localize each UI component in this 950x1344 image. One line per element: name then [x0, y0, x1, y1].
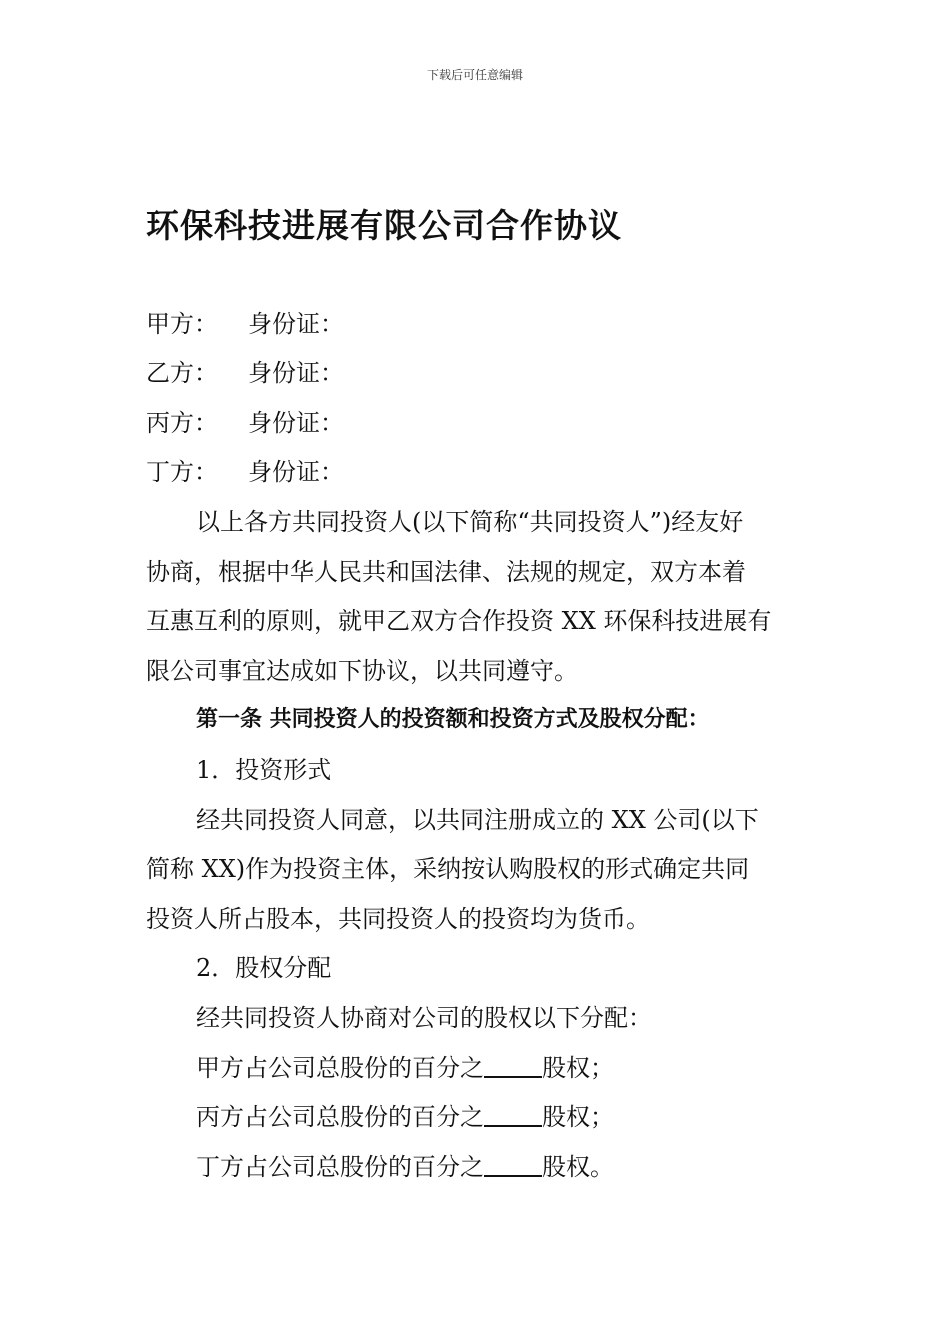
share-prefix: 丁方占公司总股份的百分之: [196, 1153, 484, 1181]
share-line: [196, 1092, 876, 1142]
item-title: 1．投资形式: [196, 756, 332, 784]
document-title: 环保科技进展有限公司合作协议: [146, 206, 622, 245]
intro-line: 协商，根据中华人民共和国法律、法规的规定，双方本着: [146, 558, 746, 586]
party-id-label: 身份证：: [248, 359, 344, 387]
party-id-label: 身份证：: [248, 409, 344, 437]
party-name: 乙方：: [146, 359, 218, 387]
share-line: [196, 1043, 876, 1093]
share-blank[interactable]: [484, 1054, 542, 1078]
party-id-label: 身份证：: [248, 458, 344, 486]
intro-line: 以上各方共同投资人(以下简称“共同投资人”)经友好: [196, 508, 744, 536]
item-title: 2．股权分配: [196, 954, 332, 982]
share-suffix: 股权。: [542, 1153, 614, 1181]
article-heading: 第一条 共同投资人的投资额和投资方式及股权分配：: [196, 707, 710, 732]
item-intro: 经共同投资人协商对公司的股权以下分配：: [196, 1004, 652, 1032]
share-prefix: 甲方占公司总股份的百分之: [196, 1054, 484, 1082]
intro-line: 限公司事宜达成如下协议，以共同遵守。: [146, 657, 578, 685]
intro-line: 互惠互利的原则，就甲乙双方合作投资 XX 环保科技进展有: [146, 607, 772, 635]
party-id-label: 身份证：: [248, 310, 344, 338]
item-line: 经共同投资人同意，以共同注册成立的 XX 公司(以下: [196, 806, 759, 834]
item-line: 简称 XX)作为投资主体，采纳按认购股权的形式确定共同: [146, 855, 750, 883]
share-blank[interactable]: [484, 1103, 542, 1127]
share-line: [196, 1142, 876, 1192]
header-note: 下载后可任意编辑: [426, 68, 523, 82]
item-line: 投资人所占股本，共同投资人的投资均为货币。: [146, 905, 650, 933]
party-name: 甲方：: [146, 310, 218, 338]
share-blank[interactable]: [484, 1153, 542, 1177]
share-suffix: 股权；: [542, 1103, 614, 1131]
party-name: 丁方：: [146, 458, 218, 486]
share-suffix: 股权；: [542, 1054, 614, 1082]
share-prefix: 丙方占公司总股份的百分之: [196, 1103, 484, 1131]
party-name: 丙方：: [146, 409, 218, 437]
